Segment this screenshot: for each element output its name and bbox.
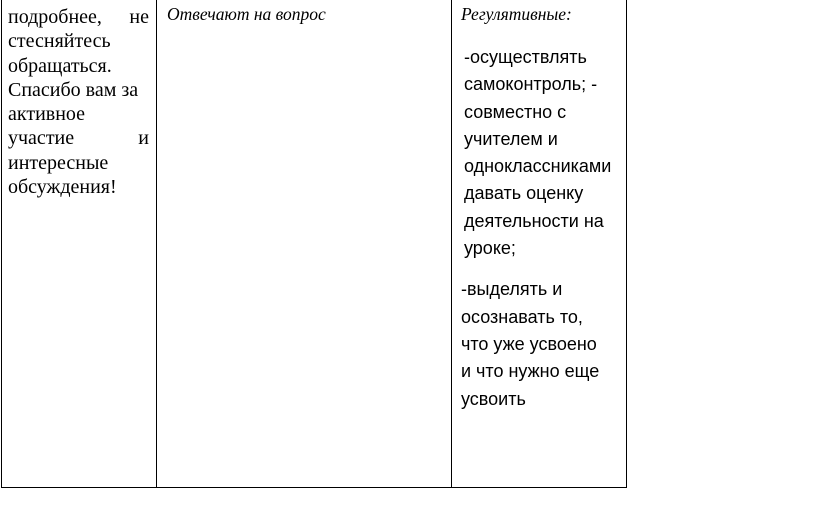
- uud-cell: [461, 3, 625, 413]
- text-line: -выделять и: [461, 279, 563, 300]
- text-line: усвоить: [461, 388, 526, 409]
- word: участие: [8, 127, 75, 150]
- student-activity-text: Отвечают на вопрос: [167, 4, 326, 24]
- lesson-table: [1, 0, 627, 488]
- text-line: обсуждения!: [8, 176, 117, 199]
- teacher-activity-cell: [8, 5, 149, 199]
- text-line: Спасибо вам за: [8, 78, 139, 101]
- uud-paragraph-2: [461, 276, 625, 412]
- column-divider: [156, 0, 157, 487]
- text-line: активное: [8, 103, 86, 126]
- word: и: [138, 127, 149, 150]
- student-activity-cell: [167, 3, 447, 25]
- text-line: самоконтроль; -: [464, 74, 598, 95]
- text-line: интересные: [8, 151, 109, 174]
- text-line: давать оценку: [464, 183, 584, 204]
- uud-paragraph-1: [461, 44, 625, 262]
- text-line: учителем и: [464, 128, 558, 149]
- text-line: совместно с: [464, 101, 567, 122]
- text-line: деятельности на: [464, 210, 604, 231]
- text-line: осознавать то,: [461, 306, 583, 327]
- text-line: и что нужно еще: [461, 361, 600, 382]
- word: подробнее,: [8, 6, 102, 28]
- text-line: одноклассниками: [464, 156, 612, 177]
- text-line: [8, 126, 149, 150]
- text-line: -осуществлять: [464, 47, 587, 67]
- text-line: [8, 5, 149, 29]
- column-divider: [451, 0, 452, 487]
- uud-heading: Регулятивные:: [461, 4, 572, 24]
- text-line: уроке;: [464, 238, 516, 259]
- text-line: что уже усвоено: [461, 333, 597, 354]
- text-line: обращаться.: [8, 54, 112, 77]
- word: не: [129, 6, 149, 28]
- text-line: стесняйтесь: [8, 30, 111, 53]
